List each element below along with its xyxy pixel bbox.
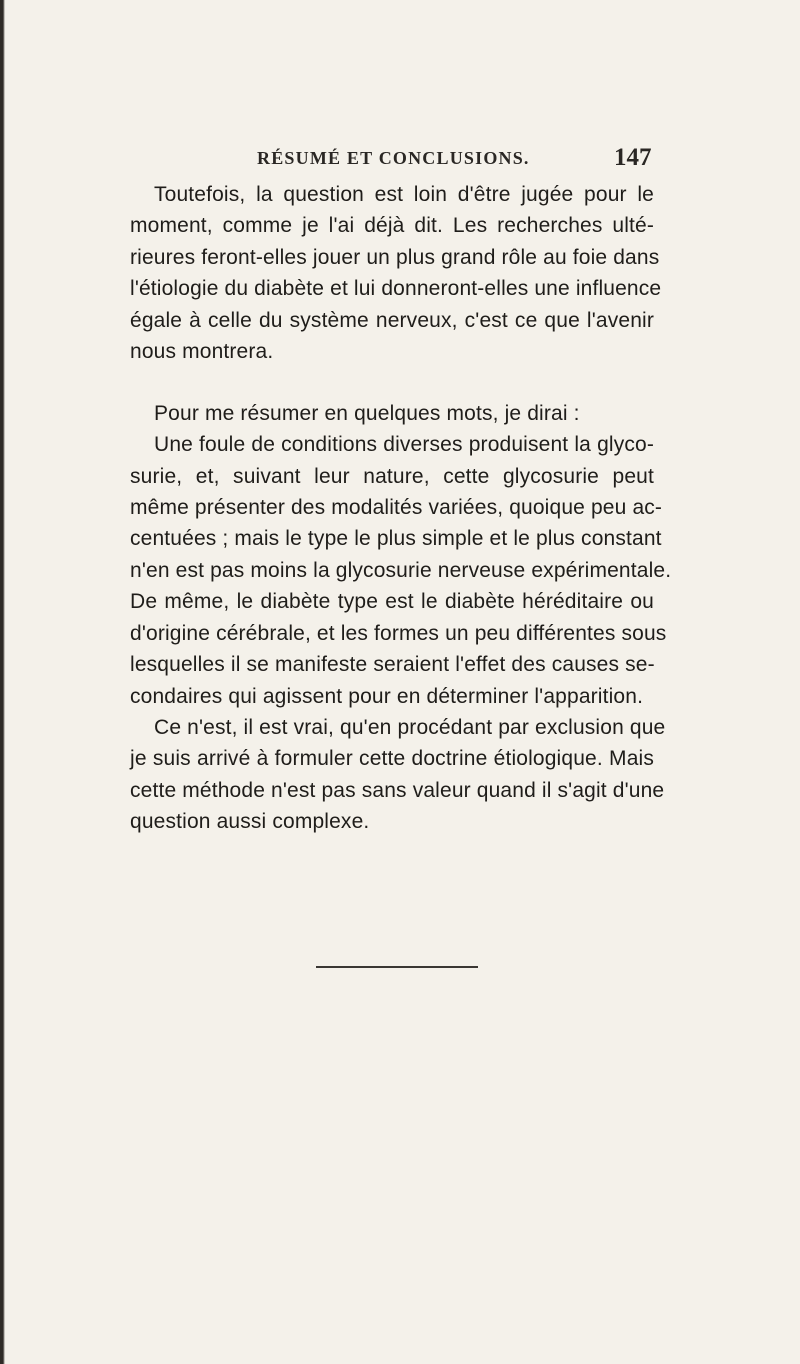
running-header xyxy=(0,144,800,174)
text-line: cette méthode n'est pas sans valeur quand il s'agit d'une xyxy=(130,778,665,802)
text-line: n'en est pas moins la glycosurie nerveuse expérimentale. xyxy=(130,558,672,582)
text-line: question aussi complexe. xyxy=(130,810,370,834)
header-title: RÉSUMÉ ET CONCLUSIONS. xyxy=(257,148,530,168)
text-line: rieures feront-elles jouer un plus grand rôle au foie dans xyxy=(130,245,660,269)
text-line: l'étiologie du diabète et lui donneront-elles une influence xyxy=(130,277,662,301)
text-line: lesquelles il se manifeste seraient l'effet des causes se- xyxy=(130,653,655,677)
text-line: égale à celle du système nerveux, c'est ce que l'avenir xyxy=(130,308,654,332)
end-rule xyxy=(316,966,478,968)
text-line: même présenter des modalités variées, quoique peu ac- xyxy=(130,495,663,519)
text-line: moment, comme je l'ai déjà dit. Les recherches ulté- xyxy=(130,214,654,238)
page-number: 147 xyxy=(614,144,652,171)
text-line: nous montrera. xyxy=(130,340,274,364)
body-text xyxy=(130,179,672,838)
page-binding-edge xyxy=(0,0,5,1364)
text-line: Ce n'est, il est vrai, qu'en procédant par exclusion que xyxy=(154,716,666,739)
text-line: je suis arrivé à formuler cette doctrine étiologique. Mais xyxy=(130,747,654,771)
text-line: centuées ; mais le type le plus simple et le plus constant xyxy=(130,527,662,551)
text-line: Pour me résumer en quelques mots, je dirai : xyxy=(154,401,580,425)
text-line: surie, et, suivant leur nature, cette glycosurie peut xyxy=(130,464,654,488)
text-line: Toutefois, la question est loin d'être jugée pour le xyxy=(154,183,654,206)
text-line: condaires qui agissent pour en déterminer l'apparition. xyxy=(130,684,644,708)
text-line: De même, le diabète type est le diabète héréditaire ou xyxy=(130,590,654,614)
text-line: d'origine cérébrale, et les formes un peu différentes sous xyxy=(130,621,667,645)
text-line: Une foule de conditions diverses produisent la glyco- xyxy=(154,433,654,457)
